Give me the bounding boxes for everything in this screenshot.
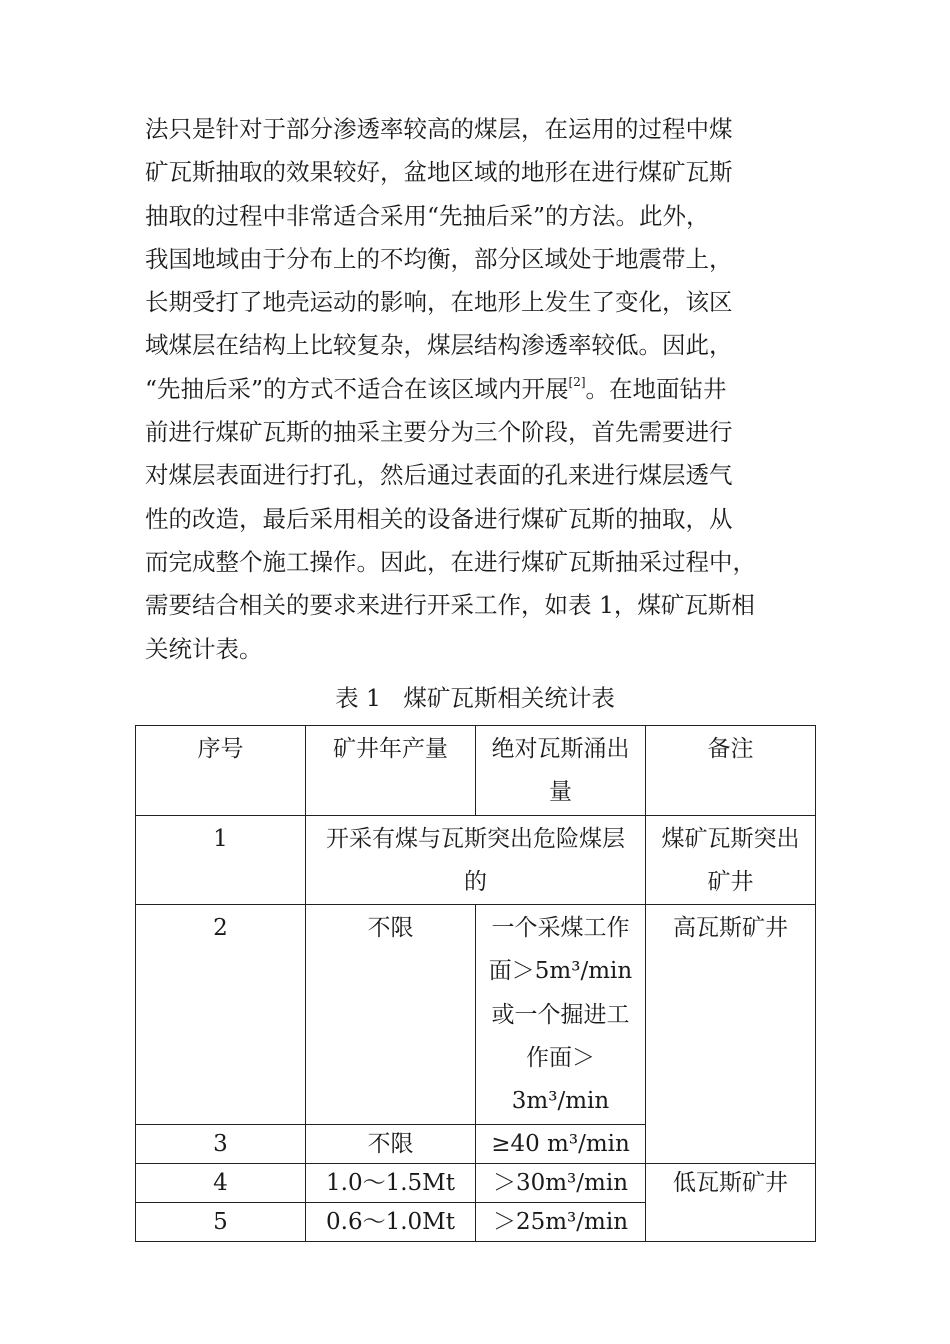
cell-output: 不限: [306, 905, 476, 1124]
header-cell-no: 序号: [136, 726, 306, 816]
table-caption: 表 1 煤矿瓦斯相关统计表: [335, 684, 615, 712]
body-paragraph: [145, 108, 810, 671]
cell-no: 5: [136, 1202, 306, 1241]
paragraph-line: 抽取的过程中非常适合采用“先抽后采”的方法。此外，: [145, 201, 710, 230]
paragraph-text: “先抽后采”的方式不适合在该区域内开展: [145, 374, 569, 403]
header-cell-output: 矿井年产量: [306, 726, 476, 816]
cell-output: 不限: [306, 1124, 476, 1163]
paragraph-line: 矿瓦斯抽取的效果较好，盆地区域的地形在进行煤矿瓦斯: [145, 158, 733, 187]
cell-gas: ＞30m³/min: [476, 1163, 646, 1202]
citation-ref: [2]: [568, 374, 586, 389]
paragraph-line: 而完成整个施工操作。因此，在进行煤矿瓦斯抽采过程中，: [145, 547, 756, 576]
cell-gas: ＞25m³/min: [476, 1202, 646, 1241]
paragraph-line: 法只是针对于部分渗透率较高的煤层，在运用的过程中煤: [145, 115, 733, 143]
paragraph-text: 。在地面钻井: [585, 374, 727, 403]
table-row: [136, 905, 816, 1124]
table-row: [136, 815, 816, 905]
table-header-row: [136, 726, 816, 816]
paragraph-line: 需要结合相关的要求来进行开采工作，如表 1，煤矿瓦斯相: [145, 591, 755, 620]
paragraph-line: 我国地域由于分布上的不均衡，部分区域处于地震带上，: [145, 244, 733, 273]
paragraph-line: 性的改造，最后采用相关的设备进行煤矿瓦斯的抽取，从: [145, 504, 733, 533]
paragraph-line: 关统计表。: [145, 634, 263, 663]
paragraph-line: 域煤层在结构上比较复杂，煤层结构渗透率较低。因此，: [145, 331, 733, 360]
header-cell-gas: 绝对瓦斯涌出量: [476, 726, 646, 816]
cell-note: 煤矿瓦斯突出矿井: [646, 815, 816, 905]
cell-note: 高瓦斯矿井: [646, 905, 816, 1163]
paragraph-line: [145, 368, 810, 411]
cell-output: 0.6～1.0Mt: [306, 1202, 476, 1241]
cell-no: 4: [136, 1163, 306, 1202]
paragraph-line: 前进行煤矿瓦斯的抽采主要分为三个阶段，首先需要进行: [145, 418, 733, 447]
paragraph-line: 对煤层表面进行打孔，然后通过表面的孔来进行煤层透气: [145, 461, 733, 490]
table-row: [136, 1163, 816, 1202]
cell-no: 1: [136, 815, 306, 905]
header-cell-note: 备注: [646, 726, 816, 816]
cell-gas: 一个采煤工作面＞5m³/min 或一个掘进工作面＞3m³/min: [476, 905, 646, 1124]
cell-note: 低瓦斯矿井: [646, 1163, 816, 1241]
cell-no: 3: [136, 1124, 306, 1163]
cell-no: 2: [136, 905, 306, 1124]
gas-statistics-table: [135, 725, 816, 1242]
cell-gas: ≥40 m³/min: [476, 1124, 646, 1163]
cell-merged-condition: 开采有煤与瓦斯突出危险煤层的: [306, 815, 646, 905]
cell-output: 1.0～1.5Mt: [306, 1163, 476, 1202]
paragraph-line: 长期受打了地壳运动的影响，在地形上发生了变化，该区: [145, 288, 733, 317]
